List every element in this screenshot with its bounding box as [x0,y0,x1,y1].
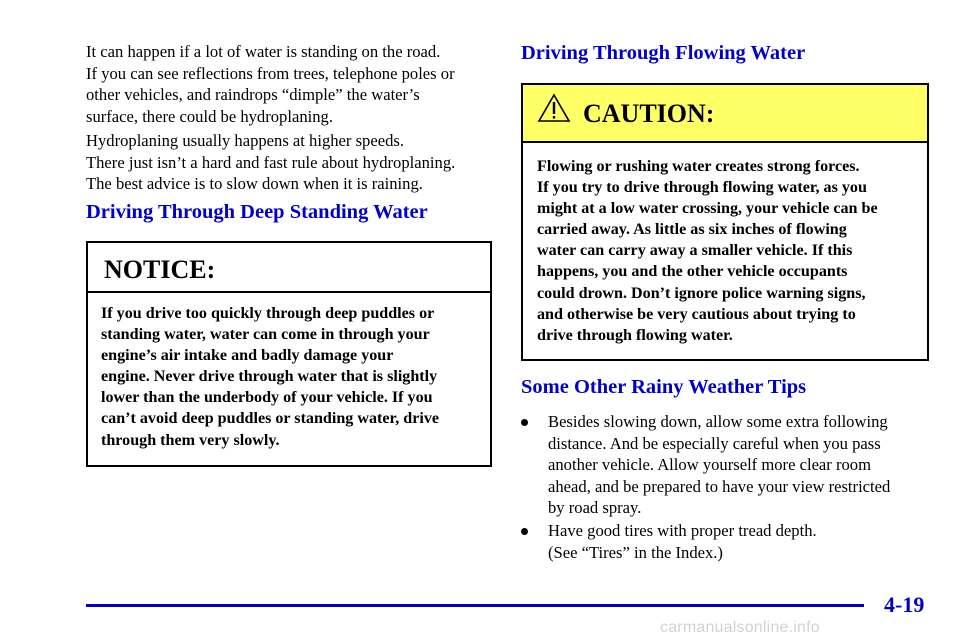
notice-line: standing water, water can come in through your [101,326,430,344]
bullet-text [548,520,817,563]
text-line: by road spray. [548,498,642,517]
section-heading-flowing-water: Driving Through Flowing Water [521,42,806,64]
notice-line: can’t avoid deep puddles or standing water, drive [101,410,440,428]
caution-line: If you try to drive through flowing water, as you [537,179,867,197]
caution-line: might at a low water crossing, your vehicle can be [537,200,878,218]
text-line: There just isn’t a hard and fast rule about hydroplaning. [86,152,456,172]
notice-line: engine. Never drive through water that is slightly [101,368,438,386]
notice-header [88,243,490,293]
bullet-text [548,411,890,519]
text-line: surface, there could be hydroplaning. [86,106,333,126]
section-heading-deep-water: Driving Through Deep Standing Water [86,201,428,223]
bullet-icon [521,528,528,535]
notice-box [86,241,492,467]
caution-line: water can carry away a smaller vehicle. If this [537,242,853,260]
notice-line: lower than the underbody of your vehicle. If you [101,389,433,407]
notice-body [88,293,490,451]
text-line: (See “Tires” in the Index.) [548,542,723,562]
text-line: The best advice is to slow down when it is raining. [86,174,423,193]
caution-header [523,85,927,143]
text-line: It can happen if a lot of water is standing on the road. [86,42,441,61]
caution-line: Flowing or rushing water creates strong forces. [537,158,860,175]
text-line: other vehicles, and raindrops “dimple” the water’s [86,85,420,104]
caution-line: could drown. Don’t ignore police warning signs, [537,284,866,302]
caution-body [523,143,927,346]
bullet-icon [521,419,528,426]
section-heading-rainy-tips: Some Other Rainy Weather Tips [521,376,807,398]
caution-line: drive through flowing water. [537,326,733,344]
notice-title: NOTICE: [104,255,216,284]
caution-line: carried away. As little as six inches of flowing [537,221,847,239]
caution-line: happens, you and the other vehicle occupants [537,263,848,281]
hydroplaning-paragraph-2 [86,130,455,195]
notice-line: If you drive too quickly through deep puddles or [101,305,435,322]
hydroplaning-paragraph-1 [86,41,455,127]
caution-line: and otherwise be very cautious about trying to [537,305,856,323]
notice-line: through them very slowly. [101,431,280,449]
text-line: another vehicle. Allow yourself more clear room [548,455,872,474]
text-line: If you can see reflections from trees, telephone poles or [86,63,455,83]
text-line: Besides slowing down, allow some extra following [548,412,888,431]
notice-line: engine’s air intake and badly damage your [101,347,394,365]
caution-title: CAUTION: [583,99,715,128]
caution-box [521,83,929,361]
text-line: distance. And be especially careful when you pass [548,433,881,453]
text-line: Hydroplaning usually happens at higher speeds. [86,131,404,150]
text-line: ahead, and be prepared to have your view restricted [548,476,891,496]
text-line: Have good tires with proper tread depth. [548,521,817,540]
page-number: 4-19 [884,592,925,617]
watermark-text: carmanualsonline.info [660,619,820,636]
warning-triangle-icon [537,93,571,123]
footer-rule [86,604,864,607]
